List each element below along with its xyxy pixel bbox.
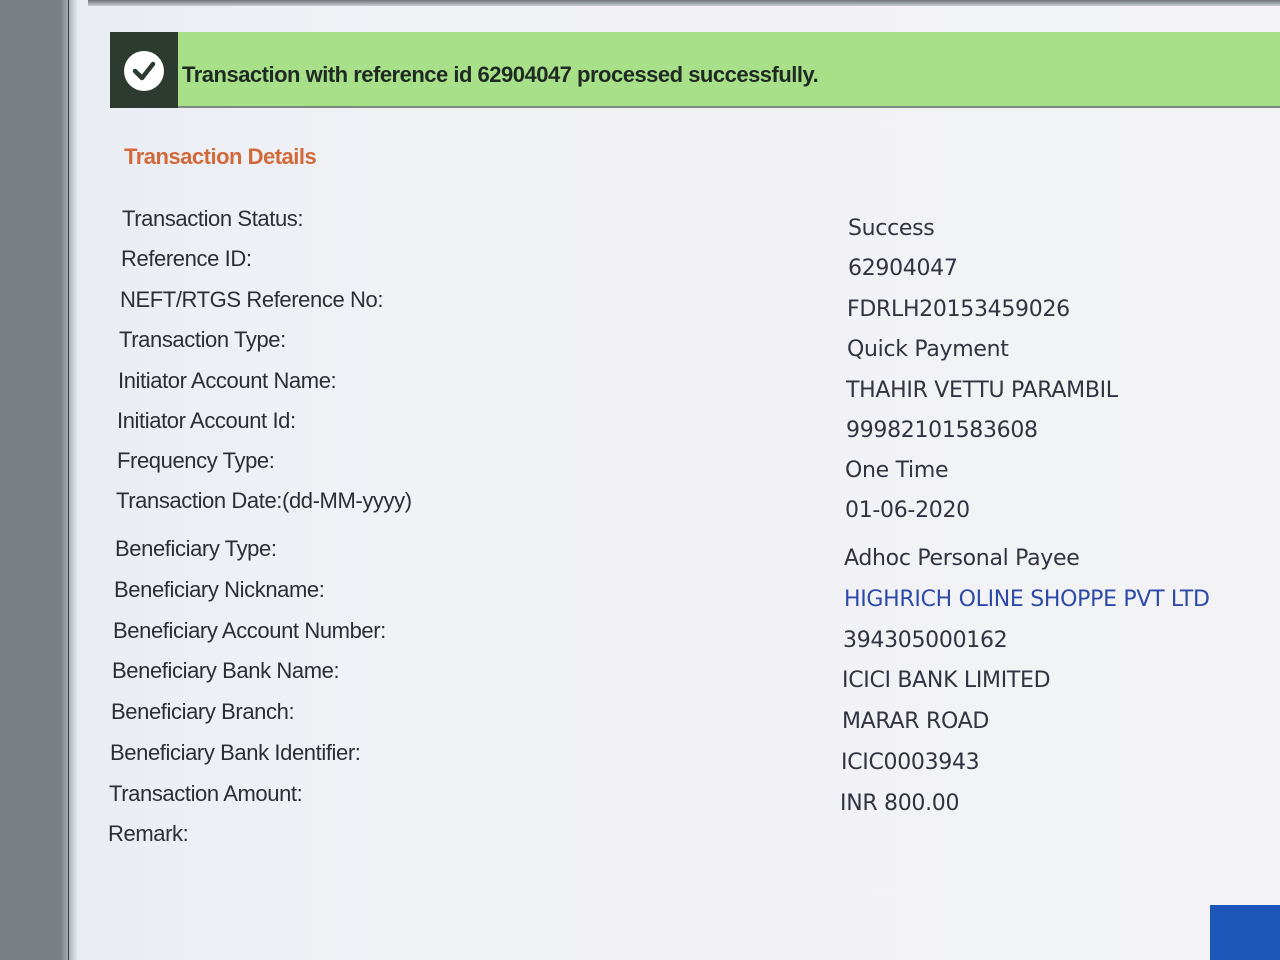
row-value: 394305000162 <box>843 628 1008 653</box>
row-value: THAHIR VETTU PARAMBIL <box>846 378 1118 403</box>
detail-row-status <box>0 206 1280 244</box>
row-label: Reference ID: <box>121 246 252 271</box>
detail-row-neft-ref <box>0 287 1280 325</box>
row-label: Transaction Date:(dd-MM-yyyy) <box>116 488 412 513</box>
row-label: Beneficiary Nickname: <box>114 577 325 602</box>
detail-row-date <box>0 488 1280 526</box>
row-label: Transaction Status: <box>122 206 304 231</box>
row-value: One Time <box>845 458 949 483</box>
row-label: Initiator Account Id: <box>117 408 296 433</box>
detail-row-beneficiary-type <box>0 536 1280 574</box>
section-title: Transaction Details <box>124 144 317 169</box>
banner-message: Transaction with reference id 62904047 processed successfully. <box>182 62 819 87</box>
detail-row-beneficiary-nickname <box>0 577 1280 615</box>
row-label: Remark: <box>108 821 189 846</box>
row-value: MARAR ROAD <box>842 709 989 734</box>
row-value: ICIC0003943 <box>841 750 980 775</box>
detail-row-transaction-type <box>0 327 1280 365</box>
detail-row-frequency <box>0 448 1280 486</box>
row-label: Beneficiary Branch: <box>111 699 295 724</box>
row-label: Transaction Amount: <box>109 781 303 806</box>
row-label: Transaction Type: <box>119 327 286 352</box>
row-value: Quick Payment <box>847 337 1009 362</box>
row-label: Beneficiary Bank Identifier: <box>110 740 361 765</box>
row-label: Beneficiary Account Number: <box>113 618 386 643</box>
row-value: Success <box>848 216 935 241</box>
success-banner <box>110 32 1280 108</box>
detail-row-remark <box>0 821 1280 859</box>
detail-row-beneficiary-bank <box>0 658 1280 696</box>
row-label: Beneficiary Type: <box>115 536 277 561</box>
detail-row-beneficiary-account <box>0 618 1280 656</box>
detail-row-beneficiary-identifier <box>0 740 1280 778</box>
top-border <box>88 0 1280 6</box>
row-label: Frequency Type: <box>117 448 275 473</box>
detail-row-initiator-name <box>0 368 1280 406</box>
detail-row-beneficiary-branch <box>0 699 1280 737</box>
row-value: INR 800.00 <box>840 791 960 816</box>
detail-row-reference-id <box>0 246 1280 284</box>
row-label: Initiator Account Name: <box>118 368 337 393</box>
action-button-partial[interactable] <box>1210 905 1280 960</box>
check-circle-icon <box>124 51 164 91</box>
row-value: 99982101583608 <box>846 418 1038 443</box>
beneficiary-nickname-link[interactable]: HIGHRICH OLINE SHOPPE PVT LTD <box>844 587 1210 612</box>
row-value: ICICI BANK LIMITED <box>842 668 1051 693</box>
row-label: Beneficiary Bank Name: <box>112 658 340 683</box>
banner-icon-box <box>110 32 178 108</box>
row-value: 01-06-2020 <box>845 498 970 523</box>
detail-row-amount <box>0 781 1280 819</box>
row-value: FDRLH20153459026 <box>847 297 1070 322</box>
row-label: NEFT/RTGS Reference No: <box>120 287 384 312</box>
detail-row-initiator-id <box>0 408 1280 446</box>
row-value: Adhoc Personal Payee <box>844 546 1080 571</box>
row-value: 62904047 <box>848 256 958 281</box>
